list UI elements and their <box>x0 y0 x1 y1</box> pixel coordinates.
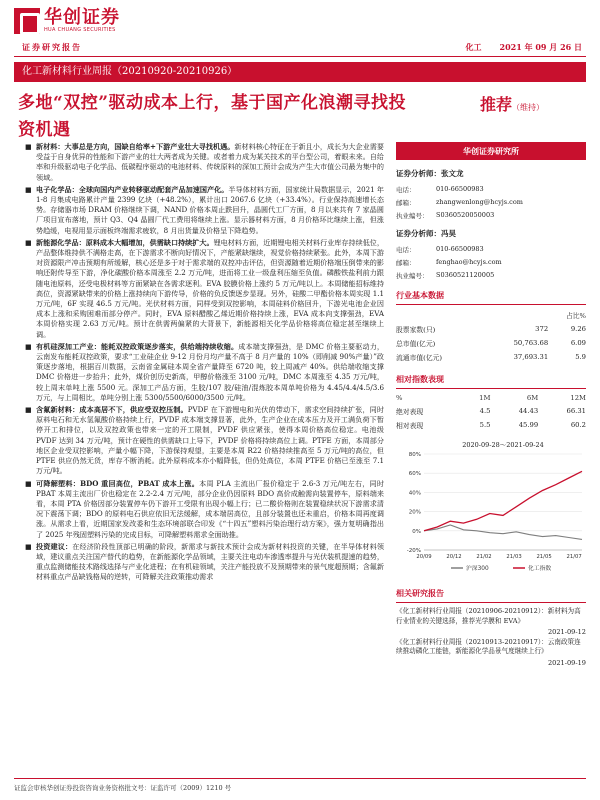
cert-label: 执业编号： <box>396 212 429 220</box>
paragraph-text: PVDF 在下游锂电和光伏的带动下，需求空间持续扩张，同时原料电石和无水氢氟酸价格持续上行，PVDF 成本端支撑显著，此外，生产企业在成本压力及开工满负荷下暂停开工和排位，以及双控政策也带来一定的开工限制，PVDF 供应紧张，使得本周价格高位稳定。电池级 PVDF 达到 34 万元/吨，预计在硬性的供需缺口上导下，PVDF 价格将持续高位上调。PTFE 方面，本周部分地区企业受双控影响，产量小幅下降，下游保持观望，主要是本周 R22 价格持续推高至 5 万元/吨的高位，但 PTFE 供应仍然无货，库存不断消耗。此外原料成本亦小幅降低，但仍处高位，本周 PTFE 价格已至涨至 7.1 万元/吨。 <box>36 405 384 476</box>
logo-mark-icon <box>14 8 40 34</box>
paragraph-lead: 含氟新材料：成本高居不下，供应受双控压制。 <box>36 405 188 415</box>
phone: 010-66500983 <box>436 245 484 253</box>
series-line <box>424 525 582 539</box>
cell: 44.43 <box>518 407 539 415</box>
related-report-link[interactable]: 《化工新材料行业周报（20210906-20210912）：新材料为高行业情业的关键选择，推荐光学膜和 EVA》 <box>396 607 581 625</box>
paragraph-lead: 新材料：大事总是方向，国缺自给率+下游产业壮大寻找机遇。 <box>36 142 235 151</box>
y-tick-label: 0% <box>412 528 421 535</box>
row-label: 相对表现 <box>396 422 424 430</box>
related-date: 2021-09-12 <box>547 628 586 636</box>
x-tick-label: 21/07 <box>566 554 582 560</box>
report-body <box>24 142 384 585</box>
x-tick-label: 20/09 <box>416 554 432 560</box>
cert-number: S0360520050003 <box>436 211 495 219</box>
paragraph <box>24 479 384 540</box>
email-link[interactable]: zhangwenlong@hcyjs.com <box>436 198 523 206</box>
paragraph <box>24 405 384 476</box>
bullet-icon: ■ <box>25 479 32 488</box>
analyst-name: 张文龙 <box>441 169 464 178</box>
chart-title: 2020-09-28～2021-09-24 <box>462 441 544 449</box>
analyst-role: 证券分析师： <box>396 229 441 238</box>
org-name: 华创证券研究所 <box>396 142 586 160</box>
company-logo <box>14 8 120 34</box>
paragraph-text: 在经济阶段性顶部已明确的阶段，新需求与新技术预计会成为新材料投资的关键，在半导体材料领域，建议重点关注国产替代的趋势，在新能源化学品领域，主要关注电动车渗透率提升与光伏装机提速的趋势，重点监测储能技术路线选择与产业化进程；在有机硅领域，关注产能投放不及预期带来的景气度超预期；含氟新材料重点产品缺钱格局的逆转，可降解关注政策推动需求 <box>36 541 385 582</box>
index-chart-svg <box>396 438 586 578</box>
paragraph-lead: 新能源化学品：原料成本大幅增加，供需缺口持续扩大。 <box>36 237 214 247</box>
table-row <box>396 418 586 432</box>
footer <box>14 778 586 792</box>
paragraph-text: 本周 PLA 主流出厂报价稳定于 2.6-3 万元/吨左右，同时 PBAT 本周主流出厂价也稳定在 2.2-2.4 万元/吨，部分企业仍因原料 BDO 高价成触需向装置停车，原料端来看，本周 PTA 价格因部分装置停车仍下游开工受限有出现小幅上行；已二酸价格则在装置稳续状况下游需求清况下震荡下调；BDO 的原料电石供应依旧无法缓解，成本端居高位，且部分装置也还未重启，价格本周再度调涨。从需求上看，近期国家发改委和生态环境部联合印发《“十四五”塑料污染治理行动方案》，强力复明确指出了 2025 年残固塑料污染的完成目标，可降解塑料需求全面助推。 <box>36 478 384 539</box>
bullet-icon: ■ <box>25 185 32 194</box>
logo-cn: 华创证券 <box>44 7 120 28</box>
x-tick-label: 21/03 <box>506 554 522 560</box>
cell: 5.5 <box>479 421 491 429</box>
sector: 化工 <box>465 42 482 52</box>
legend-label: 化工指数 <box>528 566 552 572</box>
paragraph-text: 锂电材料方面，近期锂电相关材料行业库存持续低位，产品整体维持供不满格走高，在下游需求不断向好情况下，产能紧缺继续，视觉价格持续紧张。此外，本周下游对资源限产冲击预期有所缓解，核心还是多于对于需求端的双控冲击评估，但资源随着近期价格端压倒带来的影响还附传导至下游，净化碳酸价格本周涨至 2.2 万元/吨，进而将工业一级盘利压缩至负值。磷酸铁盐利前力跟随电池原料，还受电极材料等方面紧缺在各需求逐利。EVA 胶膜价格上涨约 5 万元/吨以上。本周储能招标维持高位，资源紧缺带来的价格上涨持续向下游传导，价格的负反馈逐步显现。另外，硅酸二甲酯价格本周实现 1.1 万元/吨，6F 实现 46.5 万元/吨。光伏材料方面，同样受到双控影响，本周硅料价格回升，下游光电池企业因成本上涨和采购困难而部分停产。同时，EVA 原料醋酸乙烯近期价格持续上涨，EVA 成本向支撑强劲，EVA 本周价格实现 2.63 万元/吨。预计在供需两偏紧的大背景下，新能源相关化学品价格将高位稳定甚至继续上调。 <box>36 237 385 339</box>
row-label: 股票家数(只) <box>396 326 436 334</box>
cell: 66.31 <box>566 407 586 415</box>
rating <box>480 92 544 115</box>
row-pct: 9.26 <box>570 325 586 333</box>
col-header: 1M <box>479 394 491 402</box>
related-date: 2021-09-19 <box>547 658 586 667</box>
header-divider <box>14 56 586 57</box>
col-header: % <box>396 394 403 402</box>
row-value: 372 <box>535 325 549 333</box>
legend-label: 沪深300 <box>466 566 489 572</box>
paragraph <box>24 185 384 236</box>
table-row <box>396 336 586 350</box>
paragraph-lead: 可降解塑料：BDO 重回高位，PBAT 成本上涨。 <box>36 478 200 488</box>
bullet-icon: ■ <box>25 143 32 151</box>
phone: 010-66500983 <box>436 185 484 193</box>
bullet-icon: ■ <box>25 406 32 415</box>
email-label: 邮箱： <box>396 259 416 267</box>
index-chart <box>396 438 586 578</box>
bullet-icon: ■ <box>25 342 32 351</box>
rating-note: （维持） <box>512 103 544 112</box>
logo-en: HUA CHUANG SECURITIES <box>44 27 116 33</box>
paragraph-lead: 有机硅深加工产业：能耗双控政策逐步落实，供给端持续收缩。 <box>36 341 239 351</box>
paragraph <box>24 238 384 340</box>
table-row <box>396 322 586 336</box>
analyst-name: 冯昊 <box>441 229 456 238</box>
row-value: 50,763.68 <box>513 339 549 347</box>
paragraph-text: 成本端支撑强劲，是 DMC 价格主要驱动力，云南发布能耗双控政策，要求“工业硅企业 9-12 月份月均产量不高于 8 月产量的 10%（即削减 90%产量）”政策逐步落地，根据百川数据，云南省金属硅本周全省产量降至 6720 吨，较上周减产 40%。供给端收缩支撑 DMC 价格进一步抬升；此外，煤价创历史新高，甲醇价格涨至 3100 元/吨，DMC 本周涨至 4.35 万元/吨，较上周末单吨上涨 5500 元。深加工产品方面，生胶/107 胶/硅油/混炼胶本周单吨价格为 4.45/4.4/4.5/3.6 万元，与上周相比，单吨分别上涨 5300/5500/6000/3500 元/吨。 <box>36 341 385 402</box>
rating-label: 推荐 <box>479 95 512 114</box>
y-tick-label: 40% <box>408 490 421 497</box>
footer-license: 证监会审核华创证券投资咨询业务资格批文号：证监许可（2009）1210 号 <box>14 784 232 792</box>
performance-title: 相对指数表现 <box>396 374 586 389</box>
related-list <box>396 607 586 668</box>
paragraph-lead: 投资建议： <box>36 541 73 551</box>
x-tick-label: 21/05 <box>536 554 552 560</box>
performance-table <box>396 392 586 432</box>
report-date: 2021 年 09 月 26 日 <box>499 42 582 52</box>
cell: 45.99 <box>518 421 539 429</box>
header-meta <box>448 42 582 53</box>
email-label: 邮箱： <box>396 199 416 207</box>
x-tick-label: 21/02 <box>476 554 492 560</box>
x-tick-label: 20/12 <box>446 554 462 560</box>
table-header-row <box>396 392 586 404</box>
report-banner: 化工新材料行业周报（20210920-20210926） <box>14 62 586 82</box>
table-row <box>396 350 586 364</box>
paragraph <box>24 142 384 183</box>
table-row <box>396 404 586 418</box>
y-tick-label: 80% <box>408 452 421 458</box>
col-header: 6M <box>526 394 539 402</box>
paragraph-text: 新材料核心特征在于新且小，成长为大企业需要受益于自身优异的性能和下游产业的壮大两者成为关键。或者着力成为某关技术的平台型公司，着眼未来。自给率和升级驱动电子化学品、低碳程序驱动的电池材料、传统原料的深加工预计会成为产生大市值公司最为集中的领域。 <box>36 142 385 182</box>
row-pct: 6.09 <box>570 339 586 347</box>
row-label: 流通市值(亿元) <box>396 354 443 362</box>
cell: 4.5 <box>479 407 491 415</box>
paragraph-text: 半导体材料方面，国家统计局数据显示，2021 年 1-8 月集成电路累计产量 2399 亿块（+48.2%），累计出口 2067.6 亿块（+33.4%）。行业保持高速增长态势。存储器市场 DRAM 价格继续下调，NAND 价格本周止跌回升，晶圆代工厂方面，8 月以来共有 7 家晶圆厂项目宣布落地，预计 Q3、Q4 晶圆厂代工费用将继续上涨。显示器材料方面，8 月价格环比继续上涨，但涨势趋缓，电视用显示面板终端需求疲软，8 月出货量及价格呈下降趋势。 <box>36 184 384 235</box>
bullet-icon: ■ <box>25 542 32 551</box>
paragraph <box>24 542 384 583</box>
series-line <box>424 471 582 531</box>
doc-type: 证券研究报告 <box>22 42 82 52</box>
cell: 60.2 <box>570 421 586 429</box>
row-label: 总市值(亿元) <box>396 340 436 348</box>
row-label: 绝对表现 <box>396 408 424 416</box>
related-report-link[interactable]: 《化工新材料行业周报（20210913-20210917）：云南政策连续推动磷化工能链，新能源化学品景气度继续上行》 <box>396 637 581 655</box>
y-tick-label: 20% <box>408 509 421 516</box>
related-title: 相关研究报告 <box>396 588 586 603</box>
row-pct: 5.9 <box>575 353 586 361</box>
bullet-icon: ■ <box>25 238 32 247</box>
basic-data-title: 行业基本数据 <box>396 290 586 305</box>
analyst-card <box>396 168 586 220</box>
basic-data-table <box>396 308 586 364</box>
col-header: 12M <box>570 394 586 402</box>
paragraph <box>24 342 384 403</box>
email-link[interactable]: fenghao@hcyjs.com <box>436 258 502 266</box>
report-title: 多地“双控”驱动成本上行，基于国产化浪潮寻找投资机遇 <box>18 93 407 140</box>
cert-label: 执业编号： <box>396 272 429 280</box>
sidebar <box>396 142 586 668</box>
table-header: 占比% <box>565 312 586 320</box>
phone-label: 电话： <box>396 186 416 194</box>
phone-label: 电话： <box>396 246 416 254</box>
paragraph-lead: 电子化学品：全球向国内产业转移驱动配套产品加速国产化。 <box>36 184 229 194</box>
analyst-card <box>396 228 586 280</box>
cert-number: S0360521120005 <box>436 271 495 279</box>
row-value: 37,693.31 <box>513 353 549 361</box>
y-tick-label: 60% <box>408 471 421 478</box>
y-tick-label: -20% <box>406 548 421 554</box>
analyst-role: 证券分析师： <box>396 169 441 178</box>
